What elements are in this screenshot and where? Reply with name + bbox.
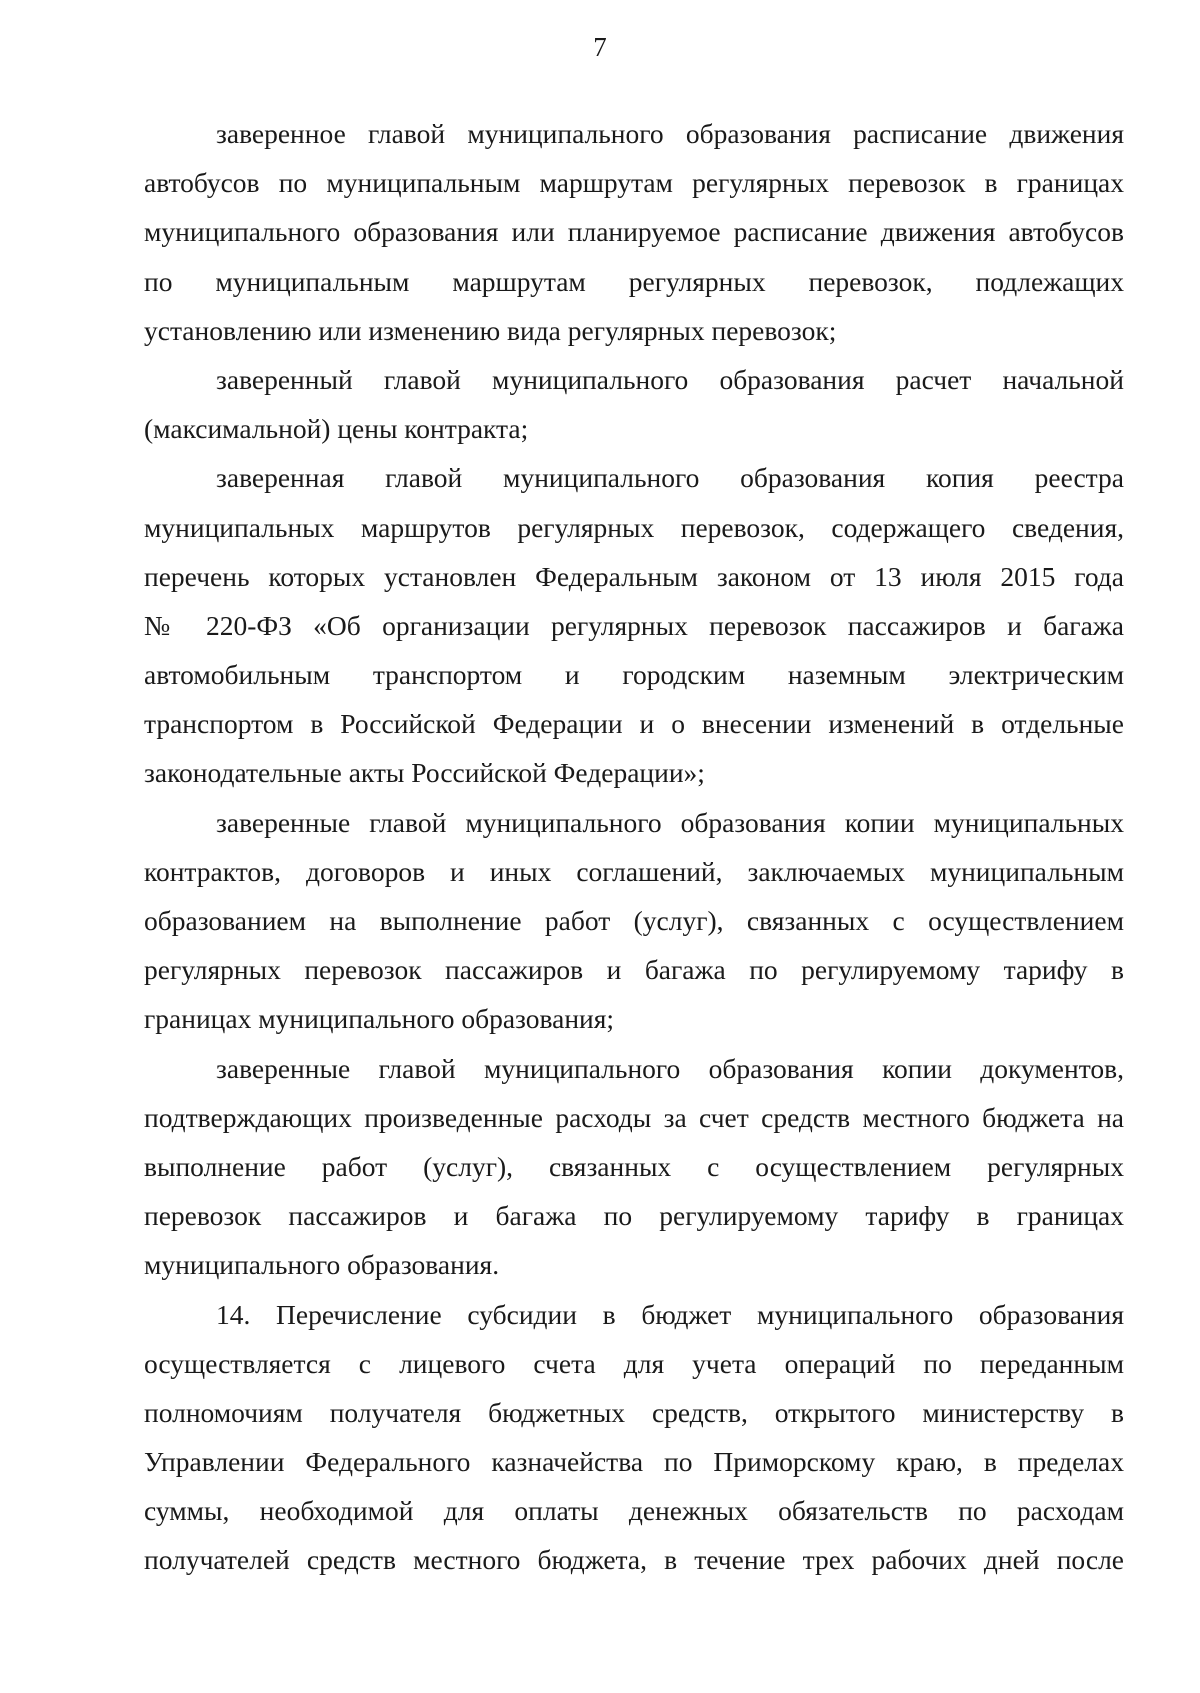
text-line: образованием на выполнение работ (услуг), связанных с осуществлением [144,905,1124,936]
paragraph [144,1044,1124,1290]
text-line: перечень которых установлен Федеральным законом от 13 июля 2015 года [144,560,1124,592]
text-line: муниципальных маршрутов регулярных перевозок, содержащего сведения, [144,511,1124,543]
text-line: заверенные главой муниципального образования копии документов, [216,1052,1124,1084]
text-line: суммы, необходимой для оплаты денежных обязательств по расходам [144,1495,1124,1527]
text-line: автомобильным транспортом и городским наземным электрическим [144,659,1124,691]
document-body [144,109,1124,1585]
text-line: осуществляется с лицевого счета для учета операций по переданным [144,1347,1124,1379]
text-line: регулярных перевозок пассажиров и багажа по регулируемому тарифу в [144,954,1124,986]
text-line: законодательные акты Российской Федерации»; [144,757,705,789]
text-line: выполнение работ (услуг), связанных с осуществлением регулярных [144,1150,1124,1182]
text-line: перевозок пассажиров и багажа по регулируемому тарифу в границах [144,1200,1124,1232]
paragraph [144,453,1124,797]
paragraph [144,109,1124,355]
text-line: муниципального образования или планируемое расписание движения автобусов [144,216,1124,248]
paragraph [144,798,1124,1044]
text-line: установлению или изменению вида регулярных перевозок; [144,314,837,346]
text-line: № 220-ФЗ «Об организации регулярных перевозок пассажиров и багажа [144,609,1124,641]
text-line: заверенное главой муниципального образования расписание движения [216,118,1124,149]
text-line: по муниципальным маршрутам регулярных перевозок, подлежащих [144,265,1124,297]
text-line: полномочиям получателя бюджетных средств, открытого министерству в [144,1396,1124,1428]
text-line: (максимальной) цены контракта; [144,413,529,445]
paragraph [144,1290,1124,1585]
text-line: контрактов, договоров и иных соглашений, заключаемых муниципальным [144,855,1124,887]
text-line: заверенные главой муниципального образования копии муниципальных [216,806,1124,838]
text-line: транспортом в Российской Федерации и о внесении изменений в отдельные [144,708,1124,740]
text-line: границах муниципального образования; [144,1003,615,1035]
text-line: автобусов по муниципальным маршрутам регулярных перевозок в границах [144,167,1124,199]
text-line: получателей средств местного бюджета, в течение трех рабочих дней после [144,1544,1124,1576]
text-line: подтверждающих произведенные расходы за счет средств местного бюджета на [144,1101,1124,1133]
text-line: муниципального образования. [144,1249,500,1281]
text-line: заверенная главой муниципального образования копия реестра [216,462,1124,494]
text-line: заверенный главой муниципального образования расчет начальной [216,363,1124,395]
page-number: 7 [593,32,607,62]
text-line: 14. Перечисление субсидии в бюджет муниципального образования [216,1298,1124,1330]
text-line: Управлении Федерального казначейства по Приморскому краю, в пределах [144,1446,1124,1478]
paragraph [144,355,1124,453]
